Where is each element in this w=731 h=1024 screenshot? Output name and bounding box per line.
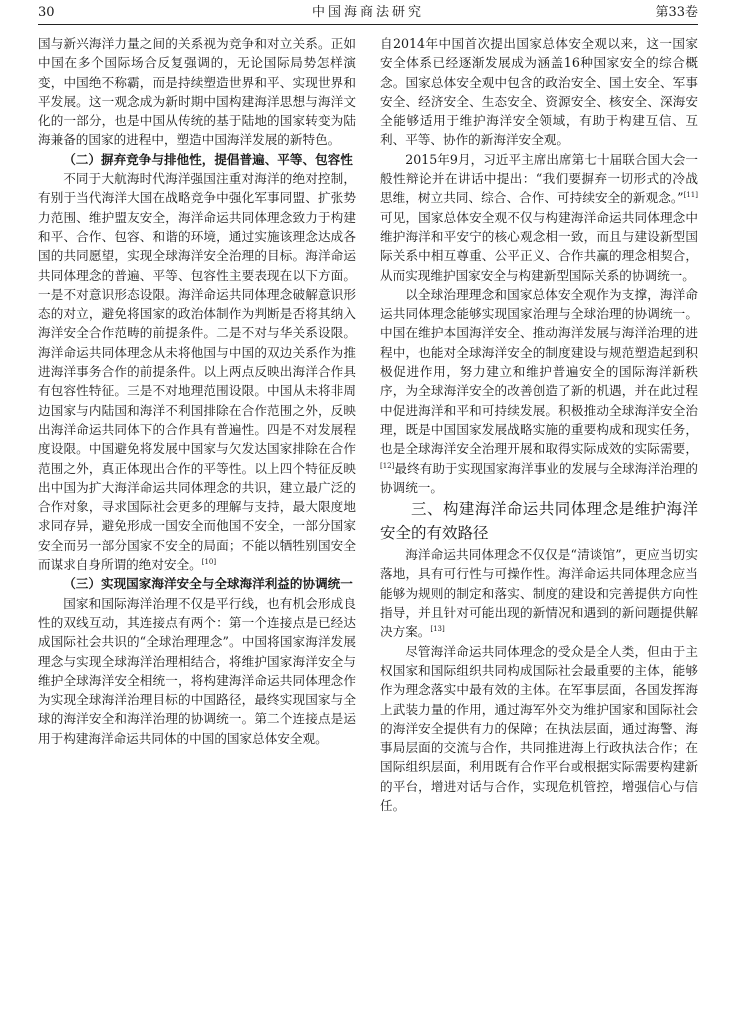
citation: [11] bbox=[683, 191, 698, 200]
paragraph-text: 不同于大航海时代海洋强国注重对海洋的绝对控制，有别于当代海洋大国在战略竞争中强化军事同盟、扩张势力范围、维护盟友安全，海洋命运共同体理念致力于构建和平、合作、包容、和谐的环境，通过实施该理念达成各国的共同愿望，实现全球海洋安全治理的目标。海洋命运共同体理念的普遍、平等、包容性主要表现在以下方面。一是不对意识形态设限。海洋命运共同体理念破解意识形态的对立，避免将国家的政治体制作为判断是否将其纳入海洋安全合作范畴的前提条件。二是不对与华关系设限。海洋命运共同体理念从未将他国与中国的双边关系作为推进海洋事务合作的前提条件。以上两点反映出海洋合作具有包容性特征。三是不对地理范围设限。中国从未将非周边国家与内陆国和海洋不利国排除在合作范围之外，反映出海洋命运共同体下的合作具有普遍性。四是不对发展程度设限。中国避免将发展中国家与欠发达国家排除在合作范围之外，真正体现出合作的平等性。以上四个特征反映出中国为扩大海洋命运共同体理念的共识，建立最广泛的合作对象，寻求国际社会更多的理解与支持，最大限度地求同存异，避免形成一国安全而他国不安全，一部分国家安全而另一部分国家不安全的局面；不能以牺牲别国安全而谋求自身所谓的绝对安全。 bbox=[38, 171, 356, 573]
citation: [13] bbox=[430, 625, 445, 634]
right-column bbox=[380, 34, 698, 815]
paragraph bbox=[380, 545, 698, 641]
journal-title: 中国海商法研究 bbox=[311, 5, 424, 20]
volume-label: 第33卷 bbox=[655, 5, 698, 20]
left-column bbox=[38, 34, 356, 748]
page-number: 30 bbox=[38, 5, 55, 20]
paragraph-continued: 自2014年中国首次提出国家总体安全观以来，这一国家安全体系已经逐渐发展成为涵盖16种国家安全的综合概念。国家总体安全观中包含的政治安全、国土安全、军事安全、经济安全、生态安全、资源安全、核安全、深海安全能够适用于维护海洋安全领域，有助于构建互信、互利、平等、协作的新海洋安全观。 bbox=[380, 36, 698, 148]
subsection-heading: （三）实现国家海洋安全与全球海洋利益的协调统一 bbox=[63, 576, 353, 592]
paragraph bbox=[380, 150, 698, 285]
header-rule bbox=[38, 24, 698, 25]
paragraph-continued: 国与新兴海洋力量之间的关系视为竞争和对立关系。正如中国在多个国际场合反复强调的，无论国际局势怎样演变，中国绝不称霸，而是持续塑造世界和平、实现世界和平发展。这一观念成为新时期中国构建海洋思想与海洋文化的一部分，也是中国从传统的基于陆地的国家转变为陆海兼备的国家的进程中，塑造中国海洋发展的新特色。 bbox=[38, 36, 356, 148]
running-header bbox=[38, 2, 698, 24]
paragraph-text: 以全球治理理念和国家总体安全观作为支撑，海洋命运共同体理念能够实现国家治理与全球治理的协调统一。中国在维护本国海洋安全、推动海洋发展与海洋治理的进程中，也能对全球海洋安全的制度建设与规范塑造起到积极促进作用，努力建立和维护普遍安全的国际海洋新秩序，为全球海洋安全的改善创造了新的机遇，并在此过程中促进海洋和平和可持续发展。积极推动全球海洋安全治理，既是中国国家发展战略实施的重要构成和现实任务，也是全球海洋安全治理开展和取得实际成效的实际需要， bbox=[380, 286, 698, 457]
paragraph: 国家和国际海洋治理不仅是平行线，也有机会形成良性的双线互动，其连接点有两个：第一个连接点是已经达成国际社会共识的“全球治理理念”。中国将国家海洋发展理念与实现全球海洋治理相结合，将维护国家海洋安全与维护全球海洋安全相统一，将构建海洋命运共同体理念作为实现全球海洋治理目标的中国路径，最终实现国家与全球的海洋安全和海洋治理的协调统一。第二个连接点是运用于构建海洋命运共同体的中国的国家总体安全观。 bbox=[38, 595, 356, 746]
citation: [10] bbox=[201, 557, 217, 566]
paragraph-text: 可见，国家总体安全观不仅与构建海洋命运共同体理念中维护海洋和平安宁的核心观念相一致，而且与建设新型国际关系中相互尊重、公平正义、合作共赢的理念相契合，从而实现维护国家安全与构建新型国际关系的协调统一。 bbox=[380, 209, 698, 283]
paragraph-text: 最终有助于实现国家海洋事业的发展与全球海洋治理的协调统一。 bbox=[380, 460, 698, 495]
paragraph bbox=[38, 169, 356, 574]
paragraph-text: 海洋命运共同体理念不仅仅是“清谈馆”，更应当切实落地，具有可行性与可操作性。海洋命运共同体理念应当能够为规则的制定和落实、制度的建设和完善提供方向性指导，并且针对可能出现的新情况和遇到的新问题提供解决方案。 bbox=[380, 547, 698, 640]
paragraph: 尽管海洋命运共同体理念的受众是全人类，但由于主权国家和国际组织共同构成国际社会最重要的主体，能够作为理念落实中最有效的主体。在军事层面，各国发挥海上武装力量的作用，通过海军外交为维护国家和国际社会的海洋安全提供有力的保障；在执法层面，通过海警、海事局层面的交流与合作，共同推进海上行政执法合作；在国际组织层面，利用既有合作平台或根据实际需要构建新的平台，增进对话与合作，实现危机管控，增强信心与信任。 bbox=[380, 643, 698, 813]
paragraph-text: 2015年9月，习近平主席出席第七十届联合国大会一般性辩论并在讲话中提出：“我们要摒弃一切形式的冷战思维，树立共同、综合、合作、可持续安全的新观念。” bbox=[380, 151, 698, 206]
subsection-heading: （二）摒弃竞争与排他性，提倡普遍、平等、包容性 bbox=[63, 151, 353, 167]
section-heading: 三、构建海洋命运共同体理念是维护海洋安全的有效路径 bbox=[380, 500, 698, 543]
paragraph bbox=[380, 285, 698, 497]
citation: [12] bbox=[380, 461, 395, 470]
